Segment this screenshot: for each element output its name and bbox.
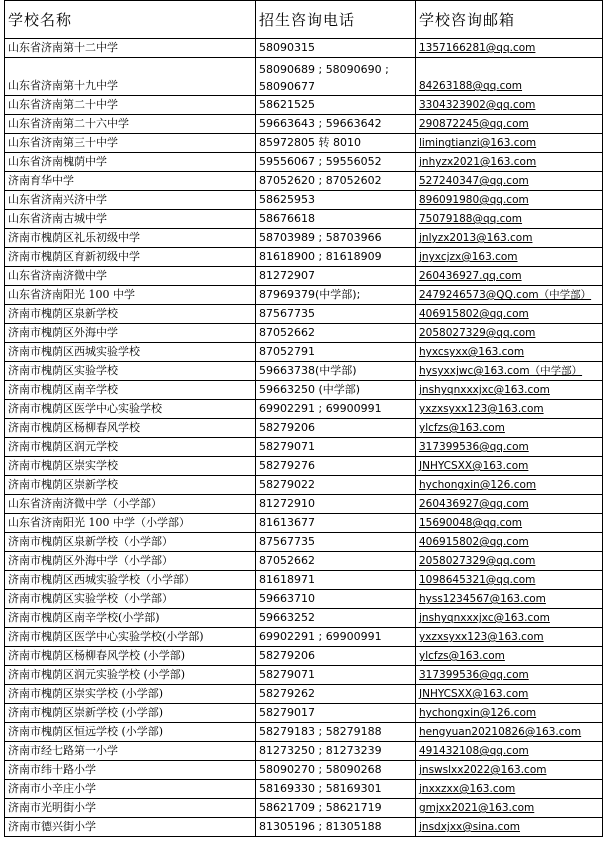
email-cell — [416, 172, 603, 191]
email-link[interactable]: hyxcsyxx@163.com — [419, 346, 525, 358]
school-name-cell: 济南市槐荫区崇新学校 (小学部) — [5, 704, 256, 723]
phone-cell: 58279022 — [256, 476, 416, 495]
table-row — [5, 134, 603, 153]
school-name-cell: 济南市槐荫区杨柳春风学校 (小学部) — [5, 647, 256, 666]
email-cell — [416, 495, 603, 514]
phone-cell: 81272910 — [256, 495, 416, 514]
email-link[interactable]: 406915802@qq.com — [419, 308, 529, 320]
table-row — [5, 742, 603, 761]
phone-cell: 81618900 ; 81618909 — [256, 248, 416, 267]
school-name-cell: 山东省济南阳光 100 中学（小学部） — [5, 514, 256, 533]
school-name-cell: 山东省济南第十九中学 — [5, 58, 256, 96]
table-row — [5, 153, 603, 172]
school-name-cell: 济南育华中学 — [5, 172, 256, 191]
phone-cell: 58279071 — [256, 438, 416, 457]
email-link[interactable]: 317399536@qq.com — [419, 669, 529, 681]
email-cell — [416, 457, 603, 476]
email-cell — [416, 153, 603, 172]
email-link[interactable]: hychongxin@126.com — [419, 479, 537, 491]
table-row — [5, 229, 603, 248]
email-link[interactable]: 1098645321@qq.com — [419, 574, 536, 586]
email-link[interactable]: gmjxx2021@163.com — [419, 802, 535, 814]
phone-cell: 58676618 — [256, 210, 416, 229]
table-row — [5, 590, 603, 609]
phone-cell: 81618971 — [256, 571, 416, 590]
school-name-cell: 济南市槐荫区崇实学校 (小学部) — [5, 685, 256, 704]
email-link[interactable]: 260436927@qq.com — [419, 498, 529, 510]
email-cell — [416, 818, 603, 837]
phone-cell: 58279183 ; 58279188 — [256, 723, 416, 742]
email-link[interactable]: 290872245@qq.com — [419, 118, 529, 130]
school-name-cell: 济南市槐荫区恒远学校 (小学部) — [5, 723, 256, 742]
table-row — [5, 609, 603, 628]
email-cell — [416, 438, 603, 457]
table-row — [5, 39, 603, 58]
school-name-cell: 济南市纬十路小学 — [5, 761, 256, 780]
phone-cell: 87567735 — [256, 533, 416, 552]
table-row — [5, 400, 603, 419]
table-row — [5, 761, 603, 780]
email-link[interactable]: 406915802@qq.com — [419, 536, 529, 548]
email-link[interactable]: 75079188@qq.com — [419, 213, 523, 225]
phone-cell: 59663250 (中学部) — [256, 381, 416, 400]
email-cell — [416, 742, 603, 761]
school-name-cell: 山东省济南阳光 100 中学 — [5, 286, 256, 305]
table-row — [5, 495, 603, 514]
email-link[interactable]: jnlyzx2013@163.com — [419, 232, 533, 244]
email-link[interactable]: 527240347@qq.com — [419, 175, 529, 187]
email-link[interactable]: 896091980@qq.com — [419, 194, 529, 206]
email-cell — [416, 362, 603, 381]
phone-cell: 69902291 ; 69900991 — [256, 628, 416, 647]
school-name-cell: 济南市德兴街小学 — [5, 818, 256, 837]
school-name-cell: 济南市槐荫区礼乐初级中学 — [5, 229, 256, 248]
school-name-cell: 济南市小辛庄小学 — [5, 780, 256, 799]
email-cell — [416, 286, 603, 305]
header-school-name: 学校名称 — [5, 1, 256, 39]
email-cell — [416, 476, 603, 495]
email-cell — [416, 780, 603, 799]
table-row — [5, 685, 603, 704]
school-name-cell: 济南市槐荫区医学中心实验学校 — [5, 400, 256, 419]
school-name-cell: 济南市槐荫区南辛学校 — [5, 381, 256, 400]
email-link[interactable]: jnshyqnxxxjxc@163.com — [419, 384, 550, 396]
phone-cell: 58169330 ; 58169301 — [256, 780, 416, 799]
email-link[interactable]: 84263188@qq.com — [419, 80, 523, 92]
table-row — [5, 704, 603, 723]
email-link[interactable]: jnxxzxx@163.com — [419, 783, 516, 795]
school-contact-table — [4, 0, 603, 837]
phone-cell: 59556067 ; 59556052 — [256, 153, 416, 172]
phone-cell: 58625953 — [256, 191, 416, 210]
phone-cell: 81273250 ; 81273239 — [256, 742, 416, 761]
school-name-cell: 山东省济南槐荫中学 — [5, 153, 256, 172]
email-cell — [416, 799, 603, 818]
phone-cell: 58621525 — [256, 96, 416, 115]
email-cell — [416, 324, 603, 343]
table-row — [5, 780, 603, 799]
email-cell — [416, 571, 603, 590]
phone-cell: 81305196 ; 81305188 — [256, 818, 416, 837]
email-cell — [416, 647, 603, 666]
email-cell — [416, 210, 603, 229]
phone-cell: 58279276 — [256, 457, 416, 476]
email-link[interactable]: hengyuan20210826@163.com — [419, 726, 582, 738]
email-link[interactable]: hysyxxjwc@163.com（中学部） — [419, 365, 583, 377]
table-row — [5, 96, 603, 115]
school-name-cell: 济南市槐荫区泉新学校（小学部） — [5, 533, 256, 552]
email-link[interactable]: JNHYCSXX@163.com — [419, 688, 529, 700]
email-cell — [416, 514, 603, 533]
school-name-cell: 山东省济南济微中学（小学部） — [5, 495, 256, 514]
email-link[interactable]: hychongxin@126.com — [419, 707, 537, 719]
phone-cell: 85972805 转 8010 — [256, 134, 416, 153]
table-row — [5, 267, 603, 286]
email-cell — [416, 704, 603, 723]
phone-cell: 58090270 ; 58090268 — [256, 761, 416, 780]
table-row — [5, 799, 603, 818]
phone-cell: 87567735 — [256, 305, 416, 324]
phone-cell: 58279071 — [256, 666, 416, 685]
phone-cell: 87052662 — [256, 324, 416, 343]
email-cell — [416, 191, 603, 210]
table-row — [5, 286, 603, 305]
table-row — [5, 172, 603, 191]
school-name-cell: 济南市槐荫区医学中心实验学校(小学部) — [5, 628, 256, 647]
email-link[interactable]: yxzxsyxx123@163.com — [419, 631, 544, 643]
school-name-cell: 山东省济南第二十六中学 — [5, 115, 256, 134]
email-link[interactable]: ylcfzs@163.com — [419, 650, 505, 662]
school-name-cell: 济南市槐荫区润元实验学校 (小学部) — [5, 666, 256, 685]
phone-cell: 87052662 — [256, 552, 416, 571]
table-row — [5, 115, 603, 134]
table-row — [5, 647, 603, 666]
email-cell — [416, 267, 603, 286]
email-cell — [416, 685, 603, 704]
email-cell — [416, 58, 603, 96]
email-cell — [416, 229, 603, 248]
email-cell — [416, 419, 603, 438]
email-cell — [416, 39, 603, 58]
phone-cell: 58090315 — [256, 39, 416, 58]
email-cell — [416, 96, 603, 115]
header-phone: 招生咨询电话 — [256, 1, 416, 39]
header-email: 学校咨询邮箱 — [416, 1, 603, 39]
email-cell — [416, 533, 603, 552]
email-cell — [416, 305, 603, 324]
email-cell — [416, 666, 603, 685]
school-name-cell: 山东省济南第三十中学 — [5, 134, 256, 153]
phone-cell: 58621709 ; 58621719 — [256, 799, 416, 818]
table-row — [5, 438, 603, 457]
school-name-cell: 济南市经七路第一小学 — [5, 742, 256, 761]
school-name-cell: 山东省济南济微中学 — [5, 267, 256, 286]
email-link[interactable]: 3304323902@qq.com — [419, 99, 536, 111]
phone-cell: 87052791 — [256, 343, 416, 362]
phone-cell: 69902291 ; 69900991 — [256, 400, 416, 419]
phone-cell: 81613677 — [256, 514, 416, 533]
phone-cell: 81272907 — [256, 267, 416, 286]
email-link[interactable]: hyss1234567@163.com — [419, 593, 546, 605]
email-cell — [416, 115, 603, 134]
phone-cell: 58703989 ; 58703966 — [256, 229, 416, 248]
school-name-cell: 山东省济南兴济中学 — [5, 191, 256, 210]
email-cell — [416, 723, 603, 742]
phone-cell: 87052620 ; 87052602 — [256, 172, 416, 191]
email-cell — [416, 590, 603, 609]
phone-cell: 59663738(中学部) — [256, 362, 416, 381]
email-link[interactable]: jnshyqnxxxjxc@163.com — [419, 612, 550, 624]
phone-cell: 87969379(中学部); — [256, 286, 416, 305]
email-link[interactable]: 491432108@qq.com — [419, 745, 529, 757]
email-cell — [416, 628, 603, 647]
header-row — [5, 1, 603, 39]
school-name-cell: 山东省济南第二十中学 — [5, 96, 256, 115]
email-link[interactable]: yxzxsyxx123@163.com — [419, 403, 544, 415]
school-name-cell: 济南市光明街小学 — [5, 799, 256, 818]
table-row — [5, 248, 603, 267]
email-cell — [416, 134, 603, 153]
phone-cell: 58090689 ; 58090690 ; 58090677 — [256, 58, 416, 96]
table-row — [5, 457, 603, 476]
email-cell — [416, 552, 603, 571]
phone-cell: 58279206 — [256, 647, 416, 666]
email-link[interactable]: JNHYCSXX@163.com — [419, 460, 529, 472]
school-name-cell: 济南市槐荫区实验学校（小学部） — [5, 590, 256, 609]
table-row — [5, 381, 603, 400]
phone-cell: 59663643 ; 59663642 — [256, 115, 416, 134]
phone-cell: 58279017 — [256, 704, 416, 723]
email-link[interactable]: jnyxcjzx@163.com — [419, 251, 518, 263]
table-row — [5, 324, 603, 343]
table-row — [5, 343, 603, 362]
table-row — [5, 210, 603, 229]
table-row — [5, 552, 603, 571]
table-row — [5, 628, 603, 647]
table-row — [5, 666, 603, 685]
email-link[interactable]: 2058027329@qq.com — [419, 555, 536, 567]
email-link[interactable]: ylcfzs@163.com — [419, 422, 505, 434]
table-row — [5, 723, 603, 742]
email-link[interactable]: limingtianzi@163.com — [419, 137, 537, 149]
school-name-cell: 济南市槐荫区润元学校 — [5, 438, 256, 457]
email-link[interactable]: 2058027329@qq.com — [419, 327, 536, 339]
table-row — [5, 571, 603, 590]
phone-cell: 58279206 — [256, 419, 416, 438]
phone-cell: 58279262 — [256, 685, 416, 704]
school-name-cell: 山东省济南古城中学 — [5, 210, 256, 229]
school-name-cell: 济南市槐荫区崇实学校 — [5, 457, 256, 476]
table-row — [5, 419, 603, 438]
table-row — [5, 362, 603, 381]
table-row — [5, 476, 603, 495]
email-cell — [416, 400, 603, 419]
table-row — [5, 818, 603, 837]
table-row — [5, 514, 603, 533]
school-name-cell: 济南市槐荫区崇新学校 — [5, 476, 256, 495]
email-cell — [416, 248, 603, 267]
table-row — [5, 305, 603, 324]
email-link[interactable]: jnswslxx2022@163.com — [419, 764, 547, 776]
school-name-cell: 济南市槐荫区西城实验学校（小学部） — [5, 571, 256, 590]
email-link[interactable]: 2479246573@QQ.com（中学部） — [419, 289, 592, 301]
email-cell — [416, 343, 603, 362]
table-row — [5, 191, 603, 210]
school-name-cell: 济南市槐荫区外海中学 — [5, 324, 256, 343]
email-link[interactable]: jnsdxjxx@sina.com — [419, 821, 521, 833]
school-name-cell: 济南市槐荫区育新初级中学 — [5, 248, 256, 267]
email-cell — [416, 761, 603, 780]
school-name-cell: 山东省济南第十二中学 — [5, 39, 256, 58]
school-name-cell: 济南市槐荫区泉新学校 — [5, 305, 256, 324]
email-link[interactable]: 317399536@qq.com — [419, 441, 529, 453]
school-name-cell: 济南市槐荫区外海中学（小学部） — [5, 552, 256, 571]
table-row — [5, 58, 603, 96]
school-name-cell: 济南市槐荫区杨柳春风学校 — [5, 419, 256, 438]
email-link[interactable]: 260436927.qq.com — [419, 270, 522, 282]
email-cell — [416, 381, 603, 400]
email-link[interactable]: 15690048@qq.com — [419, 517, 523, 529]
phone-cell: 59663710 — [256, 590, 416, 609]
email-link[interactable]: jnhyzx2021@163.com — [419, 156, 537, 168]
school-name-cell: 济南市槐荫区实验学校 — [5, 362, 256, 381]
table-body — [5, 39, 603, 837]
email-cell — [416, 609, 603, 628]
table-row — [5, 533, 603, 552]
school-name-cell: 济南市槐荫区南辛学校(小学部) — [5, 609, 256, 628]
email-link[interactable]: 1357166281@qq.com — [419, 42, 536, 54]
school-name-cell: 济南市槐荫区西城实验学校 — [5, 343, 256, 362]
phone-cell: 59663252 — [256, 609, 416, 628]
